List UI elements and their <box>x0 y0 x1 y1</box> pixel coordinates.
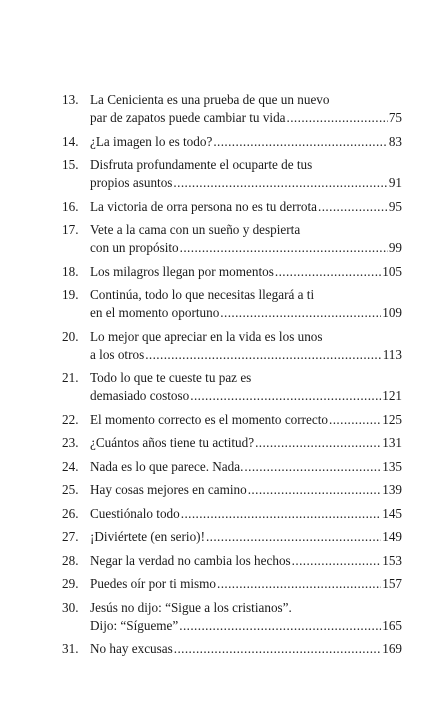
entry-last-line <box>90 458 402 476</box>
entry-number: 18. <box>62 263 79 279</box>
entry-number: 13. <box>62 92 79 107</box>
entry-last-line <box>90 239 402 257</box>
entry-body <box>90 640 402 658</box>
entry-body <box>90 263 402 281</box>
entry-body <box>90 575 402 593</box>
toc-entry <box>62 640 402 658</box>
entry-body <box>90 369 402 405</box>
entry-body <box>90 552 402 570</box>
toc-entry <box>62 286 402 322</box>
entry-title-line: Negar la verdad no cambia los hechos <box>90 552 291 568</box>
entry-body <box>90 434 402 452</box>
entry-last-line <box>90 387 402 405</box>
entry-title-line: ¿La imagen lo es todo? <box>90 133 213 149</box>
dot-leader <box>244 458 381 476</box>
entry-last-line <box>90 434 402 452</box>
entry-last-line <box>90 617 402 635</box>
toc-entry <box>62 505 402 523</box>
page-number: 95 <box>388 198 402 214</box>
toc-entry <box>62 198 402 216</box>
dot-leader <box>190 387 381 405</box>
entry-title-line: Todo lo que te cueste tu paz es <box>90 370 252 385</box>
dot-leader <box>145 346 381 364</box>
dot-leader <box>179 617 381 635</box>
entry-number: 31. <box>62 641 79 656</box>
entry-number: 17. <box>62 222 79 237</box>
toc-entry <box>62 458 402 476</box>
entry-body <box>90 221 402 257</box>
toc-entry <box>62 328 402 364</box>
entry-title-line: ¡Diviértete (en serio)! <box>90 529 205 544</box>
entry-last-line <box>90 640 402 658</box>
entry-last-line <box>90 133 402 151</box>
entry-title-line: La victoria de orra persona no es tu derrota <box>90 198 318 214</box>
dot-leader <box>220 304 381 322</box>
page-number: 157 <box>382 576 402 591</box>
entry-last-line <box>90 481 402 499</box>
page-number: 149 <box>382 529 402 544</box>
dot-leader <box>329 411 381 429</box>
dot-leader <box>213 133 388 151</box>
entry-title-line: Lo mejor que apreciar en la vida es los unos <box>90 328 323 344</box>
entry-title-line: Cuestiónalo todo <box>90 505 180 521</box>
entry-body <box>90 458 402 476</box>
dot-leader <box>206 528 381 546</box>
entry-number: 23. <box>62 435 79 450</box>
entry-last-line <box>90 528 402 546</box>
toc-entry <box>62 575 402 593</box>
toc-entry <box>62 369 402 405</box>
entry-body <box>90 328 402 364</box>
entry-title-line: Vete a la cama con un sueño y despierta <box>90 222 301 237</box>
entry-last-line <box>90 109 402 127</box>
entry-number: 27. <box>62 529 79 544</box>
entry-title-line: en el momento oportuno <box>90 305 220 320</box>
entry-body <box>90 91 402 127</box>
dot-leader <box>173 174 387 192</box>
entry-body <box>90 528 402 546</box>
toc-entry <box>62 599 402 635</box>
page-number: 131 <box>382 435 402 450</box>
entry-body <box>90 411 402 429</box>
toc-entry <box>62 528 402 546</box>
page-number: 75 <box>388 110 402 125</box>
entry-last-line <box>90 263 402 281</box>
dot-leader <box>275 263 381 281</box>
dot-leader <box>217 575 381 593</box>
table-of-contents <box>62 91 402 658</box>
entry-number: 15. <box>62 157 79 172</box>
toc-entry <box>62 263 402 281</box>
entry-title-line: a los otros <box>90 346 145 362</box>
entry-last-line <box>90 304 402 322</box>
entry-body <box>90 156 402 192</box>
page-number: 113 <box>382 346 402 362</box>
toc-entry <box>62 411 402 429</box>
entry-last-line <box>90 411 402 429</box>
dot-leader <box>180 239 388 257</box>
page-number: 99 <box>388 240 402 255</box>
page-number: 121 <box>382 388 402 403</box>
entry-title-line: Disfruta profundamente el ocuparte de tus <box>90 157 313 172</box>
entry-last-line <box>90 505 402 523</box>
entry-number: 29. <box>62 576 79 591</box>
entry-title-line: par de zapatos puede cambiar tu vida <box>90 110 286 125</box>
page-number: 125 <box>382 411 402 427</box>
entry-number: 20. <box>62 328 79 344</box>
entry-number: 22. <box>62 411 79 427</box>
entry-title-line: Hay cosas mejores en camino <box>90 482 247 497</box>
entry-last-line <box>90 198 402 216</box>
dot-leader <box>181 505 381 523</box>
entry-last-line <box>90 174 402 192</box>
entry-last-line <box>90 346 402 364</box>
entry-number: 16. <box>62 198 79 214</box>
toc-entry <box>62 156 402 192</box>
page-number: 145 <box>382 505 402 521</box>
entry-number: 14. <box>62 133 79 149</box>
entry-title-line: No hay excusas <box>90 641 173 656</box>
entry-last-line <box>90 575 402 593</box>
page-number: 135 <box>382 458 402 474</box>
page-number: 169 <box>382 641 402 656</box>
page-number: 165 <box>382 617 402 633</box>
entry-title-line: Puedes oír por ti mismo <box>90 576 217 591</box>
dot-leader <box>287 109 388 127</box>
entry-number: 21. <box>62 370 79 385</box>
entry-body <box>90 481 402 499</box>
entry-title-line: La Cenicienta es una prueba de que un nuevo <box>90 92 330 107</box>
page-number: 105 <box>382 263 402 279</box>
entry-title-line: demasiado costoso <box>90 388 190 403</box>
entry-last-line <box>90 552 402 570</box>
entry-title-line: Continúa, todo lo que necesitas llegará a ti <box>90 287 315 302</box>
dot-leader <box>174 640 381 658</box>
page-number: 109 <box>382 305 402 320</box>
toc-entry <box>62 133 402 151</box>
entry-body <box>90 505 402 523</box>
entry-number: 19. <box>62 287 79 302</box>
page-number: 139 <box>382 482 402 497</box>
toc-entry <box>62 434 402 452</box>
dot-leader <box>255 434 381 452</box>
toc-entry <box>62 552 402 570</box>
toc-entry <box>62 481 402 499</box>
entry-body <box>90 133 402 151</box>
entry-body <box>90 286 402 322</box>
entry-number: 25. <box>62 482 79 497</box>
entry-number: 24. <box>62 458 79 474</box>
toc-entry <box>62 221 402 257</box>
entry-number: 26. <box>62 505 79 521</box>
dot-leader <box>318 198 388 216</box>
entry-body <box>90 198 402 216</box>
entry-title-line: Dijo: “Sígueme” <box>90 617 179 633</box>
entry-title-line: Los milagros llegan por momentos <box>90 263 274 279</box>
dot-leader <box>248 481 381 499</box>
entry-title-line: ¿Cuántos años tiene tu actitud? <box>90 435 255 450</box>
entry-title-line: Jesús no dijo: “Sigue a los cristianos”. <box>90 599 292 615</box>
entry-title-line: propios asuntos <box>90 175 173 190</box>
dot-leader <box>292 552 382 570</box>
toc-entry <box>62 91 402 127</box>
entry-title-line: con un propósito <box>90 240 179 255</box>
entry-body <box>90 599 402 635</box>
entry-number: 28. <box>62 552 79 568</box>
entry-number: 30. <box>62 599 79 615</box>
page-number: 153 <box>382 552 402 568</box>
page-number: 91 <box>388 175 402 190</box>
entry-title-line: El momento correcto es el momento correcto <box>90 411 329 427</box>
entry-title-line: Nada es lo que parece. Nada. <box>90 458 244 474</box>
page-number: 83 <box>388 133 402 149</box>
